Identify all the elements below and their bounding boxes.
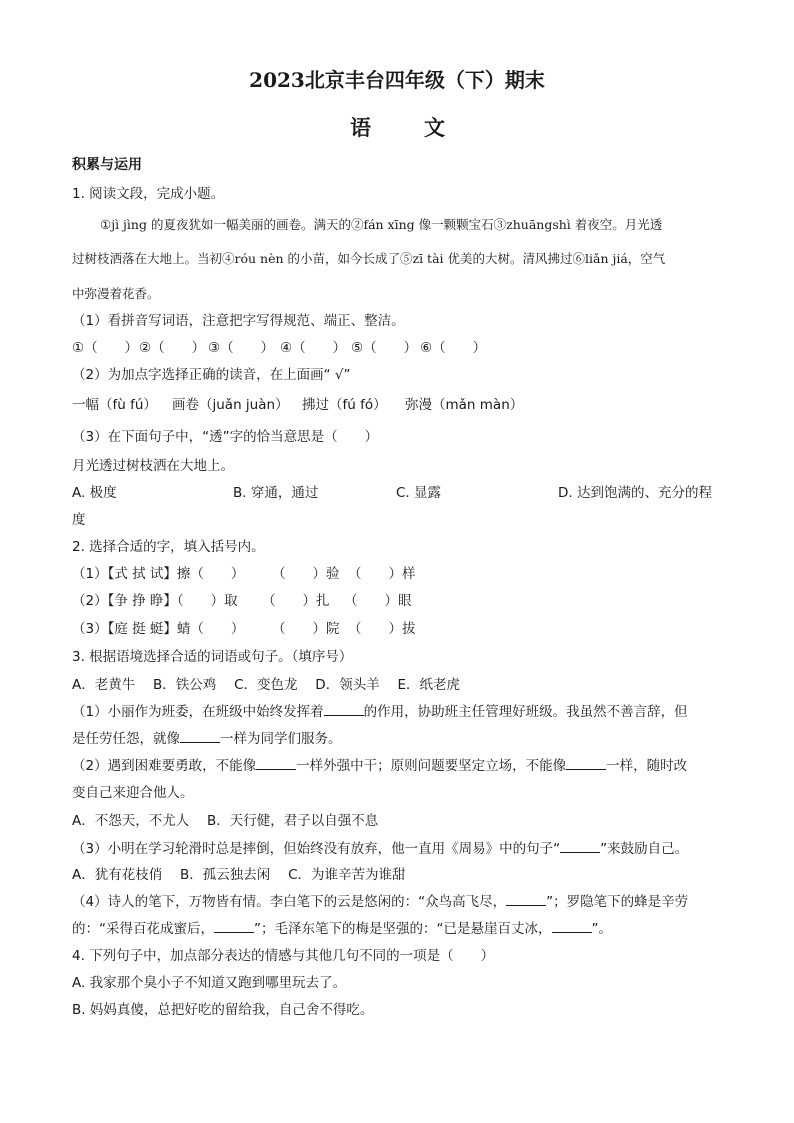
q3-options: A．不怨天，不尤人 B．天行健，君子以自强不息 bbox=[72, 813, 379, 829]
q3-text: ”。 bbox=[591, 921, 612, 937]
answer-blank[interactable] bbox=[324, 703, 364, 716]
q1-option[interactable]: C. 显露 bbox=[396, 485, 442, 501]
q1-sub2: （2）为加点字选择正确的读音，在上面画“ √” bbox=[72, 367, 351, 383]
q3-text: （1）小丽作为班委，在班级中始终发挥着 bbox=[72, 704, 324, 720]
q3-text: ”来鼓励自己。 bbox=[600, 841, 689, 857]
q3-sentence-2 bbox=[72, 757, 687, 775]
q1-option[interactable]: D. 达到饱满的、充分的程 bbox=[558, 485, 712, 501]
q3-sentence-1-cont bbox=[72, 730, 342, 748]
q1-sub1-blank[interactable]: ⑥（ ） bbox=[420, 340, 487, 356]
subject-label-right: 文 bbox=[424, 115, 445, 140]
q2-row-label[interactable]: （3）【庭 挺 蜓】蜻（ ） bbox=[72, 621, 245, 637]
q1-option-wrap: 度 bbox=[72, 512, 86, 528]
answer-blank[interactable] bbox=[256, 757, 296, 770]
q2-row-label[interactable]: （1）【式 拭 试】擦（ ） bbox=[72, 566, 245, 582]
q2-stem: 2. 选择合适的字，填入括号内。 bbox=[72, 539, 265, 555]
q3-text: ”；毛泽东笔下的梅是坚强的：“已是悬崖百丈冰， bbox=[254, 921, 552, 937]
q3-sentence-3 bbox=[72, 840, 688, 858]
q4-stem: 4. 下列句子中，加点部分表达的情感与其他几句不同的一项是（ ） bbox=[72, 948, 495, 964]
answer-blank[interactable] bbox=[214, 920, 254, 933]
q1-passage-line: 中弥漫着花香。 bbox=[72, 286, 160, 301]
q1-sub2-item[interactable]: 画卷（juǎn juàn） bbox=[172, 397, 289, 413]
q2-row-blank[interactable]: （ ）拔 bbox=[348, 621, 416, 637]
q1-sub1-blank[interactable]: ①（ ） bbox=[72, 340, 139, 356]
q2-row-blank[interactable]: （ ）验 bbox=[272, 566, 340, 582]
q1-passage-line: ①jì jìng 的夏夜犹如一幅美丽的画卷。满天的②fán xīng 像一颗颗宝石③zhuāngshì 着夜空。月光透 bbox=[100, 217, 663, 232]
answer-blank[interactable] bbox=[506, 893, 546, 906]
q3-text: （3）小明在学习轮滑时总是摔倒，但始终没有放弃，他一直用《周易》中的句子“ bbox=[72, 841, 561, 857]
q2-row-blank[interactable]: （ ）样 bbox=[348, 566, 416, 582]
q1-sub1-blank[interactable]: ④（ ） bbox=[280, 340, 347, 356]
q3-text: 的作用，协助班主任管理好班级。我虽然不善言辞，但 bbox=[363, 704, 688, 720]
q1-sub2-item[interactable]: 拂过（fú fó） bbox=[302, 397, 387, 413]
q2-row-blank[interactable]: （ ）眼 bbox=[344, 593, 412, 609]
q1-sub1-blank[interactable]: ②（ ） bbox=[139, 340, 206, 356]
q1-sub3-sentence: 月光透过树枝洒在大地上。 bbox=[72, 458, 234, 474]
q3-text: （4）诗人的笔下，万物皆有情。李白笔下的云是悠闲的：“众鸟高飞尽， bbox=[72, 894, 507, 910]
q2-row-blank[interactable]: （ ）扎 bbox=[262, 593, 330, 609]
q3-options: A．老黄牛 B．铁公鸡 C．变色龙 D．领头羊 E．纸老虎 bbox=[72, 677, 461, 693]
q4-option[interactable]: A. 我家那个臭小子不知道又跑到哪里玩去了。 bbox=[72, 975, 347, 991]
q1-passage-line: 过树枝洒落在大地上。当初④róu nèn 的小苗，如今长成了⑤zī tài 优美的大树。清风拂过⑥liǎn jiá，空气 bbox=[72, 251, 666, 266]
q3-sentence-4 bbox=[72, 893, 688, 911]
document-title: 2023北京丰台四年级（下）期末 bbox=[249, 68, 545, 92]
answer-blank[interactable] bbox=[180, 730, 220, 743]
q3-text: 一样，随时改 bbox=[606, 758, 688, 774]
q3-options: A．犹有花枝俏 B．孤云独去闲 C．为谁辛苦为谁甜 bbox=[72, 867, 406, 883]
q3-text: 的：“采得百花成蜜后， bbox=[72, 921, 214, 937]
subject-label-left: 语 bbox=[350, 115, 371, 140]
q4-option[interactable]: B. 妈妈真傻，总把好吃的留给我，自己舍不得吃。 bbox=[72, 1002, 374, 1018]
q3-text: ”；罗隐笔下的蜂是辛劳 bbox=[546, 894, 689, 910]
q2-row-blank[interactable]: （ ）院 bbox=[272, 621, 340, 637]
q3-sentence-1 bbox=[72, 703, 688, 721]
answer-blank[interactable] bbox=[552, 920, 592, 933]
answer-blank[interactable] bbox=[560, 840, 600, 853]
answer-blank[interactable] bbox=[566, 757, 606, 770]
q1-sub1-blank[interactable]: ③（ ） bbox=[208, 340, 275, 356]
q1-option[interactable]: A. 极度 bbox=[72, 485, 117, 501]
q1-sub2-item[interactable]: 一幅（fù fú） bbox=[72, 397, 157, 413]
q3-text: 一样外强中干；原则问题要坚定立场，不能像 bbox=[296, 758, 567, 774]
q1-sub2-item[interactable]: 弥漫（mǎn màn） bbox=[405, 397, 524, 413]
q2-row-label[interactable]: （2）【争 挣 睁】（ ）取 bbox=[72, 593, 238, 609]
q3-sentence-4-cont bbox=[72, 920, 612, 938]
q3-text: 一样为同学们服务。 bbox=[220, 731, 342, 747]
q1-option[interactable]: B. 穿通，通过 bbox=[233, 485, 319, 501]
q3-text: （2）遇到困难要勇敢，不能像 bbox=[72, 758, 257, 774]
q3-stem: 3. 根据语境选择合适的词语或句子。（填序号） bbox=[72, 649, 353, 665]
q1-sub1: （1）看拼音写词语，注意把字写得规范、端正、整洁。 bbox=[72, 313, 405, 329]
q3-sentence-2-cont: 变自己来迎合他人。 bbox=[72, 785, 194, 801]
section-title: 积累与运用 bbox=[72, 157, 142, 173]
q1-sub1-blank[interactable]: ⑤（ ） bbox=[351, 340, 418, 356]
q3-text: 是任劳任怨，就像 bbox=[72, 731, 180, 747]
q1-stem: 1. 阅读文段，完成小题。 bbox=[72, 186, 225, 202]
q1-sub3: （3）在下面句子中，“透”字的恰当意思是（ ） bbox=[72, 429, 379, 445]
